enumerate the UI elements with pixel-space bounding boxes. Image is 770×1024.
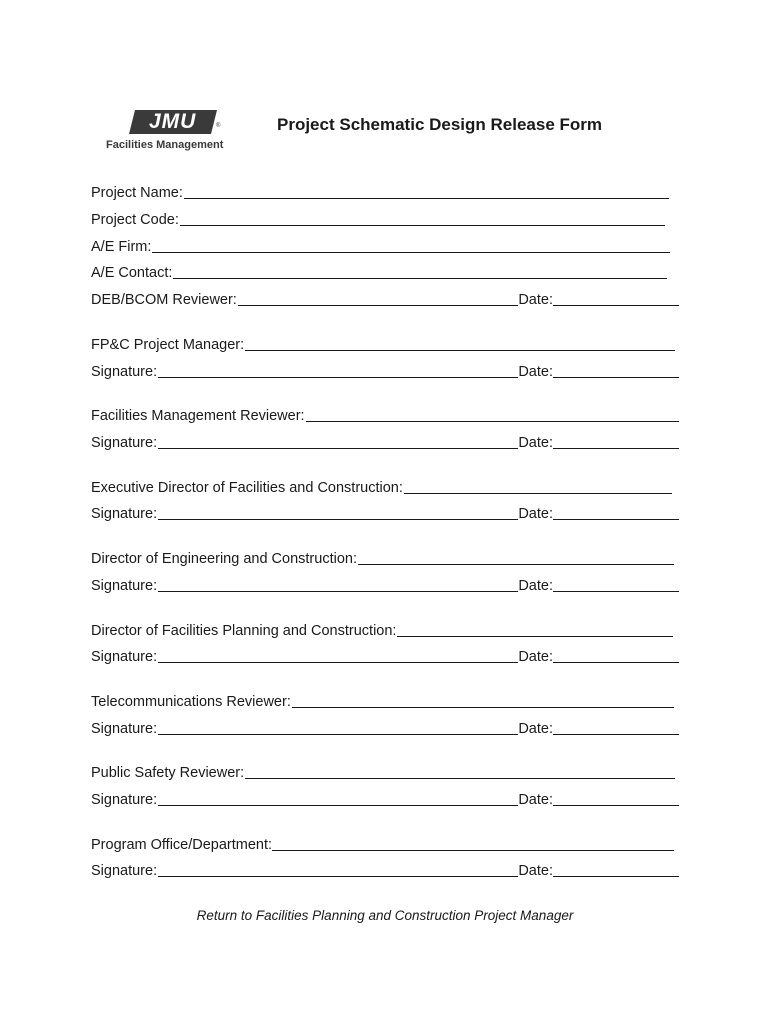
date-label: Date: [518, 863, 553, 879]
signature-label: Signature: [91, 792, 158, 808]
logo-subtitle: Facilities Management [106, 139, 224, 151]
project-code-label: Project Code: [91, 212, 179, 228]
date-label: Date: [518, 435, 553, 451]
signature-field[interactable] [91, 720, 679, 738]
role-blank[interactable] [245, 350, 675, 351]
role-field[interactable] [91, 479, 679, 497]
signature-field[interactable] [91, 648, 679, 666]
deb-reviewer-field[interactable] [91, 291, 679, 309]
signature-blank[interactable] [158, 519, 518, 520]
date-label: Date: [518, 578, 553, 594]
date-label: Date: [518, 364, 553, 380]
role-blank[interactable] [292, 707, 674, 708]
form-title: Project Schematic Design Release Form [277, 115, 603, 134]
role-blank[interactable] [404, 493, 672, 494]
project-name-blank[interactable] [184, 198, 669, 199]
date-blank[interactable] [553, 305, 679, 306]
signature-blank[interactable] [158, 662, 518, 663]
role-label: Director of Engineering and Construction: [91, 551, 357, 567]
signature-label: Signature: [91, 506, 158, 522]
return-instruction: Return to Facilities Planning and Construction Project Manager [196, 908, 574, 923]
signature-blank[interactable] [158, 805, 518, 806]
role-label: Director of Facilities Planning and Construction: [91, 623, 397, 639]
ae-contact-field[interactable] [91, 264, 679, 282]
project-code-field[interactable] [91, 211, 679, 229]
ae-firm-blank[interactable] [152, 252, 670, 253]
ae-contact-label: A/E Contact: [91, 265, 173, 281]
signature-label: Signature: [91, 649, 158, 665]
deb-reviewer-label: DEB/BCOM Reviewer: [91, 292, 237, 308]
signature-blank[interactable] [158, 734, 518, 735]
role-blank[interactable] [272, 850, 674, 851]
date-label: Date: [518, 649, 553, 665]
jmu-logo-text: JMU [149, 110, 197, 133]
project-name-label: Project Name: [91, 185, 183, 201]
ae-contact-blank[interactable] [173, 278, 667, 279]
date-label: Date: [518, 292, 553, 308]
role-blank[interactable] [245, 778, 675, 779]
signature-blank[interactable] [158, 591, 518, 592]
date-blank[interactable] [553, 448, 679, 449]
ae-firm-label: A/E Firm: [91, 239, 152, 255]
role-field[interactable] [91, 622, 679, 640]
date-blank[interactable] [553, 591, 679, 592]
signature-field[interactable] [91, 577, 679, 595]
date-label: Date: [518, 721, 553, 737]
project-code-blank[interactable] [180, 225, 665, 226]
signature-label: Signature: [91, 863, 158, 879]
date-label: Date: [518, 506, 553, 522]
role-blank[interactable] [358, 564, 674, 565]
signature-blank[interactable] [158, 377, 518, 378]
role-label: Facilities Management Reviewer: [91, 408, 305, 424]
role-label: FP&C Project Manager: [91, 337, 245, 353]
signature-label: Signature: [91, 364, 158, 380]
role-label: Public Safety Reviewer: [91, 765, 245, 781]
signature-field[interactable] [91, 505, 679, 523]
role-label: Telecommunications Reviewer: [91, 694, 291, 710]
signature-label: Signature: [91, 578, 158, 594]
role-field[interactable] [91, 836, 679, 854]
signature-field[interactable] [91, 862, 679, 880]
signature-blank[interactable] [158, 448, 518, 449]
role-blank[interactable] [306, 421, 679, 422]
role-field[interactable] [91, 764, 679, 782]
date-blank[interactable] [553, 519, 679, 520]
deb-reviewer-blank[interactable] [238, 305, 518, 306]
date-blank[interactable] [553, 377, 679, 378]
role-label: Program Office/Department: [91, 837, 273, 853]
project-name-field[interactable] [91, 184, 679, 202]
role-label: Executive Director of Facilities and Construction: [91, 480, 403, 496]
date-label: Date: [518, 792, 553, 808]
jmu-logo-mark [129, 110, 217, 134]
registered-mark: ® [216, 123, 221, 129]
role-field[interactable] [91, 336, 679, 354]
signature-label: Signature: [91, 721, 158, 737]
role-field[interactable] [91, 693, 679, 711]
role-blank[interactable] [397, 636, 673, 637]
date-blank[interactable] [553, 876, 679, 877]
date-blank[interactable] [553, 662, 679, 663]
jmu-logo [106, 110, 240, 154]
role-field[interactable] [91, 407, 679, 425]
date-blank[interactable] [553, 805, 679, 806]
ae-firm-field[interactable] [91, 238, 679, 256]
signature-label: Signature: [91, 435, 158, 451]
role-field[interactable] [91, 550, 679, 568]
date-blank[interactable] [553, 734, 679, 735]
signature-blank[interactable] [158, 876, 518, 877]
signature-field[interactable] [91, 791, 679, 809]
signature-field[interactable] [91, 363, 679, 381]
signature-field[interactable] [91, 434, 679, 452]
